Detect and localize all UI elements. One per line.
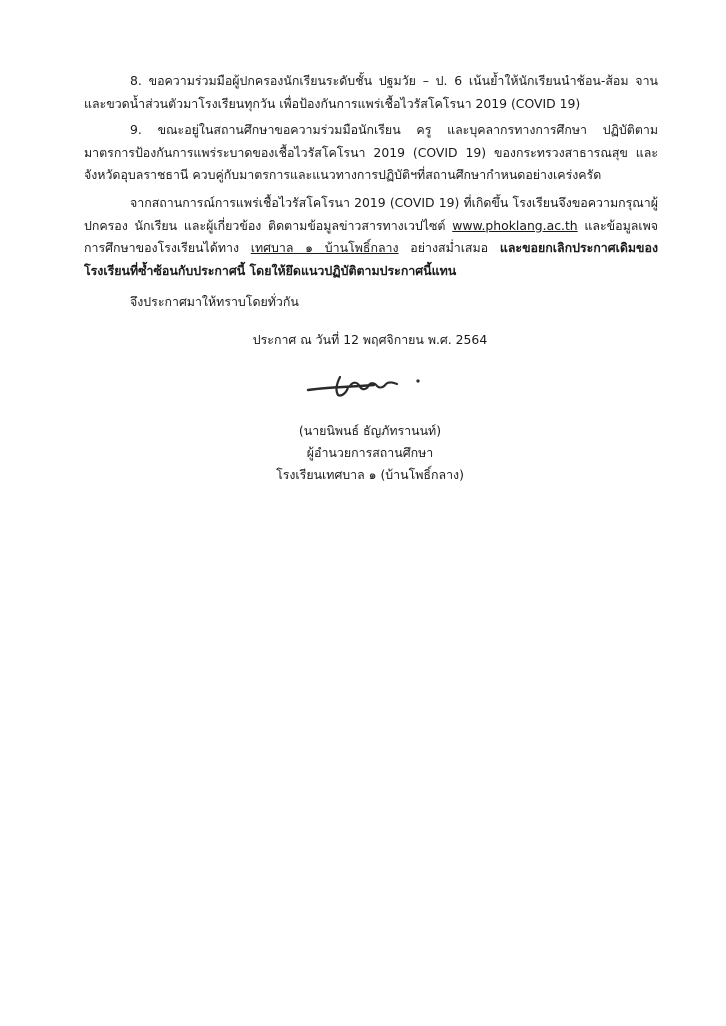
facebook-page-link[interactable]: เทศบาล ๑ บ้านโพธิ์กลาง xyxy=(250,240,399,255)
closing-text-3: อย่างสม่ำเสมอ xyxy=(398,240,500,255)
closing-bold-text: และขอยกเลิกประกาศเดิมของโรงเรียนที่ซ้ำซ้อนกับประกาศนี้ โดยให้ยึดแนวปฏิบัติตามประกาศนี้แทน xyxy=(84,240,658,278)
item-8-paragraph xyxy=(84,70,658,115)
signature-dot xyxy=(416,379,419,382)
signer-school: โรงเรียนเทศบาล ๑ (บ้านโพธิ์กลาง) xyxy=(276,467,464,482)
signer-position: ผู้อำนวยการสถานศึกษา xyxy=(306,445,434,460)
website-link[interactable]: www.phoklang.ac.th xyxy=(452,217,578,233)
item-9-paragraph xyxy=(84,119,658,187)
item-8-text: 8. ขอความร่วมมือผู้ปกครองนักเรียนระดับชั้น ปฐมวัย – ป. 6 เน้นย้ำให้นักเรียนนำช้อน-ส้อม จาน และขวดน้ำส่วนตัวมาโรงเรียนทุกวัน เพื่อป้องกันการแพร่เชื้อไวรัสโคโรนา 2019 (COVID 19) xyxy=(84,73,658,111)
signature-image xyxy=(300,368,440,404)
announce-paragraph xyxy=(84,291,658,314)
signer-name: (นายนิพนธ์ ธัญภัทรานนท์) xyxy=(298,423,442,438)
date-line: ประกาศ ณ วันที่ 12 พฤศจิกายน พ.ศ. 2564 xyxy=(252,332,488,347)
item-9-text: 9. ขณะอยู่ในสถานศึกษาขอความร่วมมือนักเรียน ครู และบุคลากรทางการศึกษา ปฏิบัติตามมาตรการป้องกันการแพร่ระบาดของเชื้อไวรัสโคโรนา 2019 (COVID 19) ของกระทรวงสาธารณสุข และจังหวัดอุบลราชธานี ควบคู่กับมาตรการและแนวทางการปฏิบัติฯที่สถานศึกษากำหนดอย่างเคร่งครัด xyxy=(84,122,658,182)
closing-text-2: และข้อมูลเพจการศึกษาของโรงเรียนได้ทาง xyxy=(84,217,658,255)
announce-line: จึงประกาศมาให้ทราบโดยทั่วกัน xyxy=(130,294,299,309)
closing-paragraph xyxy=(84,192,658,282)
closing-text-1: จากสถานการณ์การแพร่เชื้อไวรัสโคโรนา 2019 (COVID 19) ที่เกิดขึ้น โรงเรียนจึงขอความกรุณาผู้ปกครอง นักเรียน และผู้เกี่ยวข้อง ติดตามข้อมูลข่าวสารทางเวปไซต์ xyxy=(84,195,658,233)
